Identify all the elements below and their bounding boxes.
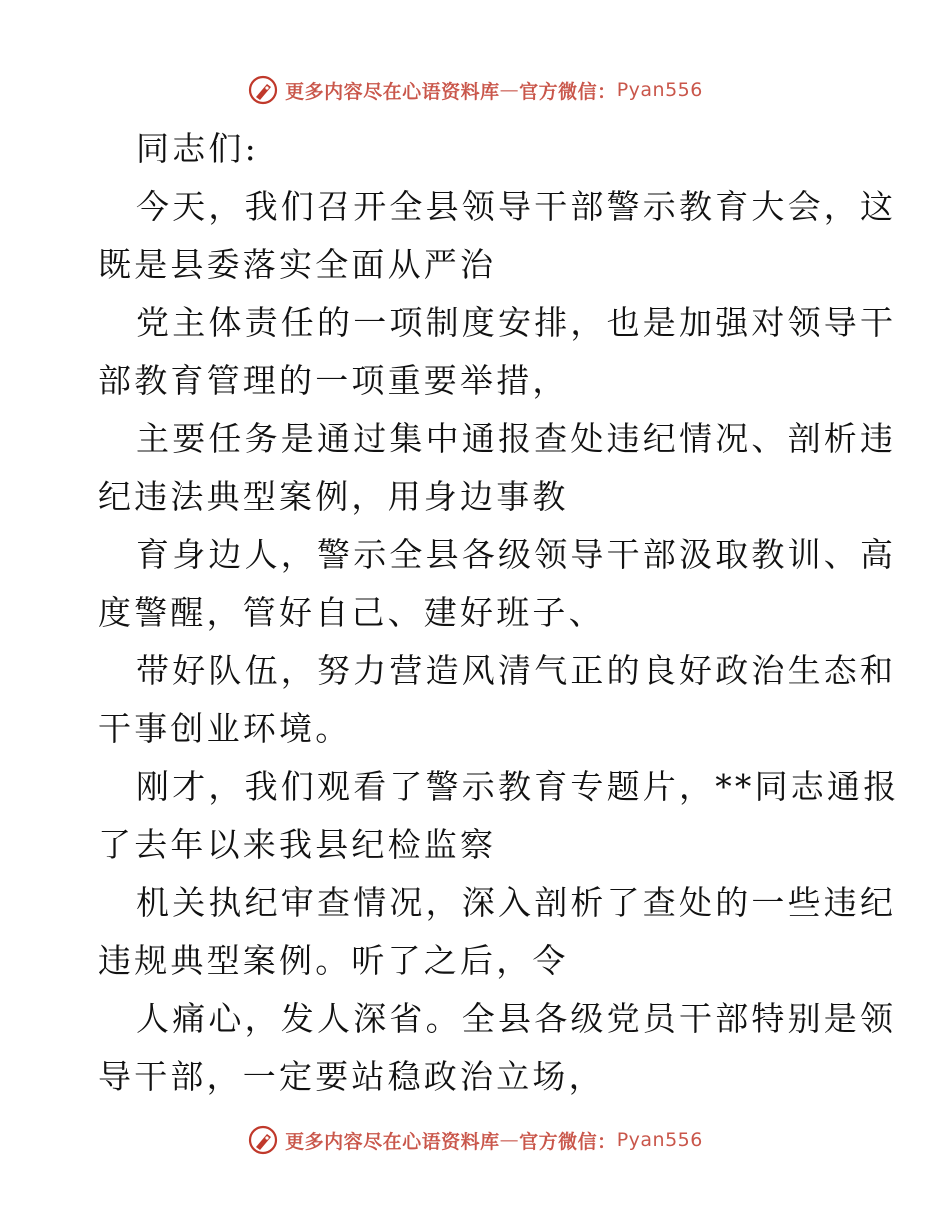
footer-watermark — [0, 1120, 950, 1160]
watermark-separator: — — [499, 79, 520, 101]
body-text-line: 纪违法典型案例，用身边事教 — [98, 477, 569, 516]
watermark-site: 更多内容尽在心语资料库 — [285, 80, 500, 103]
watermark-label: 官方微信： — [519, 1130, 617, 1153]
watermark-separator: — — [499, 1129, 520, 1151]
body-text-line: 干事创业环境。 — [98, 709, 352, 748]
document-body — [98, 120, 900, 1106]
body-text-line: 带好队伍，努力营造风清气正的良好政治生态和 — [136, 651, 897, 690]
header-watermark — [0, 70, 950, 110]
body-text-line: 既是县委落实全面从严治 — [98, 245, 497, 284]
body-text-line: 主要任务是通过集中通报查处违纪情况、剖析违 — [136, 419, 897, 458]
watermark-account: Pyan556 — [616, 1129, 703, 1151]
watermark-account: Pyan556 — [616, 79, 703, 101]
body-text-line: 今天，我们召开全县领导干部警示教育大会，这 — [136, 187, 897, 226]
body-text-line: 育身边人，警示全县各级领导干部汲取教训、高 — [136, 535, 897, 574]
body-text-line: 了去年以来我县纪检监察 — [98, 825, 497, 864]
body-text-line: 机关执纪审查情况，深入剖析了查处的一些违纪 — [136, 883, 897, 922]
body-text-line: 人痛心，发人深省。全县各级党员干部特别是领 — [136, 999, 897, 1038]
pen-nib-logo-icon — [247, 1124, 279, 1156]
watermark-site: 更多内容尽在心语资料库 — [285, 1130, 500, 1153]
watermark-label: 官方微信： — [519, 80, 617, 103]
body-text-line: 同志们: — [136, 129, 259, 168]
body-text-line: 部教育管理的一项重要举措， — [98, 361, 569, 400]
pen-nib-logo-icon — [247, 74, 279, 106]
body-text-line: 党主体责任的一项制度安排，也是加强对领导干 — [136, 303, 897, 342]
body-text-line: 导干部，一定要站稳政治立场， — [98, 1057, 605, 1096]
body-text-line: 刚才，我们观看了警示教育专题片，**同志通报 — [136, 767, 900, 806]
body-text-line: 度警醒，管好自己、建好班子、 — [98, 593, 605, 632]
body-text-line: 违规典型案例。听了之后，令 — [98, 941, 569, 980]
